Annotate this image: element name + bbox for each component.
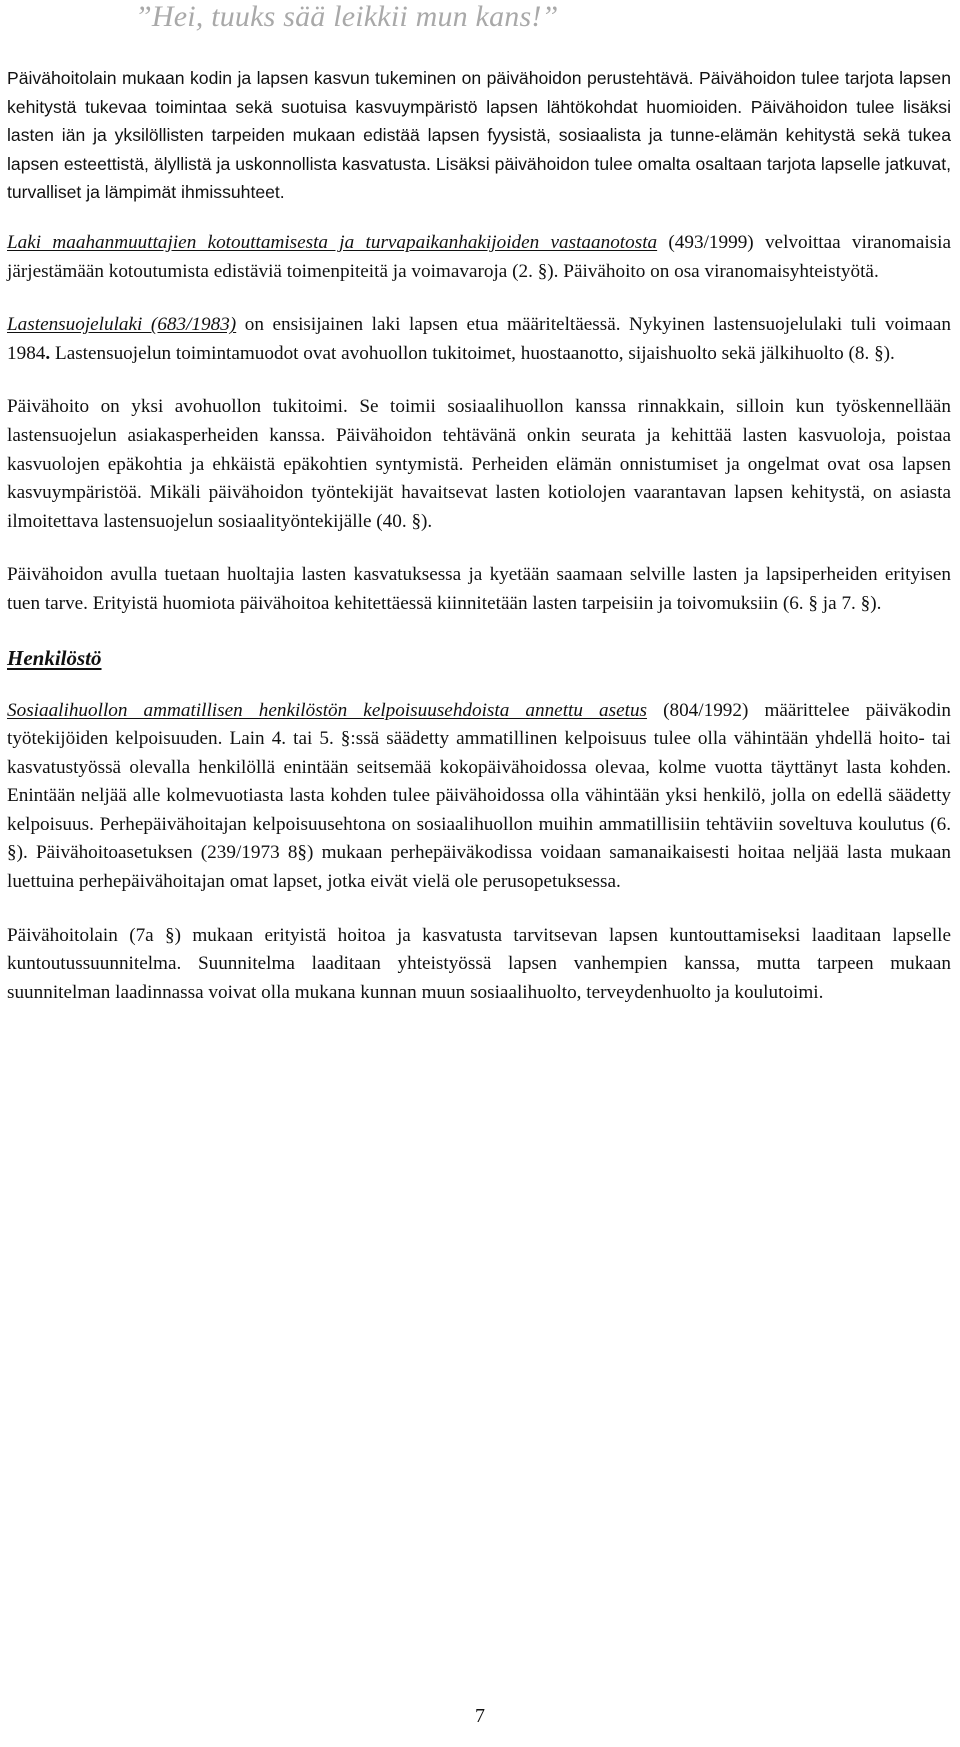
law-title-integration: Laki maahanmuuttajien kotouttamisesta ja turvapaikanhakijoiden vastaanotosta (7, 231, 658, 253)
page-number: 7 (475, 1705, 485, 1727)
paragraph-integration-law-text: (493/1999) velvoittaa viranomaisia järjestämään kotoutumista edistäviä toimenpiteitä ja voimavaroja (2. §). Päivähoito on osa viranomaisyhteistyötä. (7, 231, 951, 282)
section-heading-staff: Henkilöstö (7, 645, 102, 670)
running-header: ”Hei, tuuks sää leikkii mun kans!” (135, 0, 559, 33)
page-body (7, 64, 951, 1007)
paragraph-guardian-support: Päivähoidon avulla tuetaan huoltajia lasten kasvatuksessa ja kyetään saamaan selville lasten ja lapsiperheiden erityisen tuen tarve. Erityistä huomiota päivähoitoa kehitettäessä kiinnitetään lasten tarpeisiin ja toivomuksiin (6. § ja 7. §). (7, 564, 951, 614)
paragraph-outpatient-support: Päivähoito on yksi avohuollon tukitoimi. Se toimii sosiaalihuollon kanssa rinnakkain, silloin kun työskennellään lastensuojelun asiakasperheiden kanssa. Päivähoidon tehtävänä onkin seurata ja kehittää lasten kasvuoloja, poistaa kasvuolojen epäkohtia ja ehkäistä epäkohtien syntymistä. Perheiden elämän onnistumiset ja ongelmat ovat osa lapsen kasvuympäristöä. Mikäli päivähoidon työntekijät havaitsevat lasten kotiolojen vaarantavan lapsen kehitystä, on asiasta ilmoitettava lastensuojelun sosiaalityöntekijälle (40. §). (7, 396, 951, 532)
law-title-child-welfare: Lastensuojelulaki (683/1983) (7, 314, 237, 336)
paragraph-staff-qualifications-text: (804/1992) määrittelee päiväkodin työtekijöiden kelpoisuuden. Lain 4. tai 5. §:ssä säädetty ammatillinen kelpoisuus tulee olla vähintään yhdellä hoito- tai kasvatustyössä olevalla henkilöllä enintään seitsemää kokopäivähoidossa olevaa, kolme vuotta täyttänyt lasta kohden. Enintään neljää alle kolmevuotiasta lasta kohden tulee päivähoidossa olla vähintään yksi henkilö, jolla on edellä säädetty kelpoisuus. Perhepäivähoitajan kelpoisuusehtona on sosiaalihuollon muihin ammatillisiin tehtäviin soveltuva koulutus (6. §). Päivähoitoasetuksen (239/1973 8§) mukaan perhepäiväkodissa voidaan samanaikaisesti hoitaa neljää lasta mukaan luettuina perhepäivähoitajan omat lapset, jotka eivät vielä ole perusopetuksessa. (7, 699, 951, 893)
paragraph-child-welfare-law (7, 311, 951, 368)
paragraph-staff-qualifications (7, 697, 951, 897)
bold-period: . (45, 342, 51, 364)
paragraph-integration-law (7, 229, 951, 286)
law-title-qualifications: Sosiaalihuollon ammatillisen henkilöstön kelpoisuusehdoista annettu asetus (7, 699, 648, 721)
paragraph-child-welfare-text-2: Lastensuojelun toimintamuodot ovat avohuollon tukitoimet, huostaanotto, sijaishuolto sekä jälkihuolto (8. §). (50, 342, 895, 364)
paragraph-daycare-law: Päivähoitolain mukaan kodin ja lapsen kasvun tukeminen on päivähoidon perustehtävä. Päivähoidon tulee tarjota lapsen kehitystä tukevaa toimintaa sekä suotuisa kasvuympäristö lapsen lähtökohdat huomioiden. Päivähoidon tulee lisäksi lasten iän ja yksilöllisten tarpeiden mukaan edistää lapsen fyysistä, sosiaalista ja tunne-elämän kehitystä sekä tukea lapsen esteettistä, älyllistä ja uskonnollista kasvatusta. Lisäksi päivähoidon tulee omalta osaltaan tarjota lapselle jatkuvat, turvalliset ja lämpimät ihmissuhteet. (7, 68, 951, 203)
paragraph-child-welfare-text-1: on ensisijainen laki lapsen etua määriteltäessä. Nykyinen lastensuojelulaki tuli voimaan 1984 (7, 314, 951, 364)
paragraph-rehabilitation-plan: Päivähoitolain (7a §) mukaan erityistä hoitoa ja kasvatusta tarvitsevan lapsen kuntouttamiseksi laaditaan lapselle kuntoutussuunnitelma. Suunnitelma laaditaan yhteistyössä lapsen vanhempien kanssa, mutta tarpeen mukaan suunnitelman laadinnassa voivat olla mukana kunnan muun sosiaalihuolto, terveydenhuolto ja koulutoimi. (7, 924, 951, 1003)
